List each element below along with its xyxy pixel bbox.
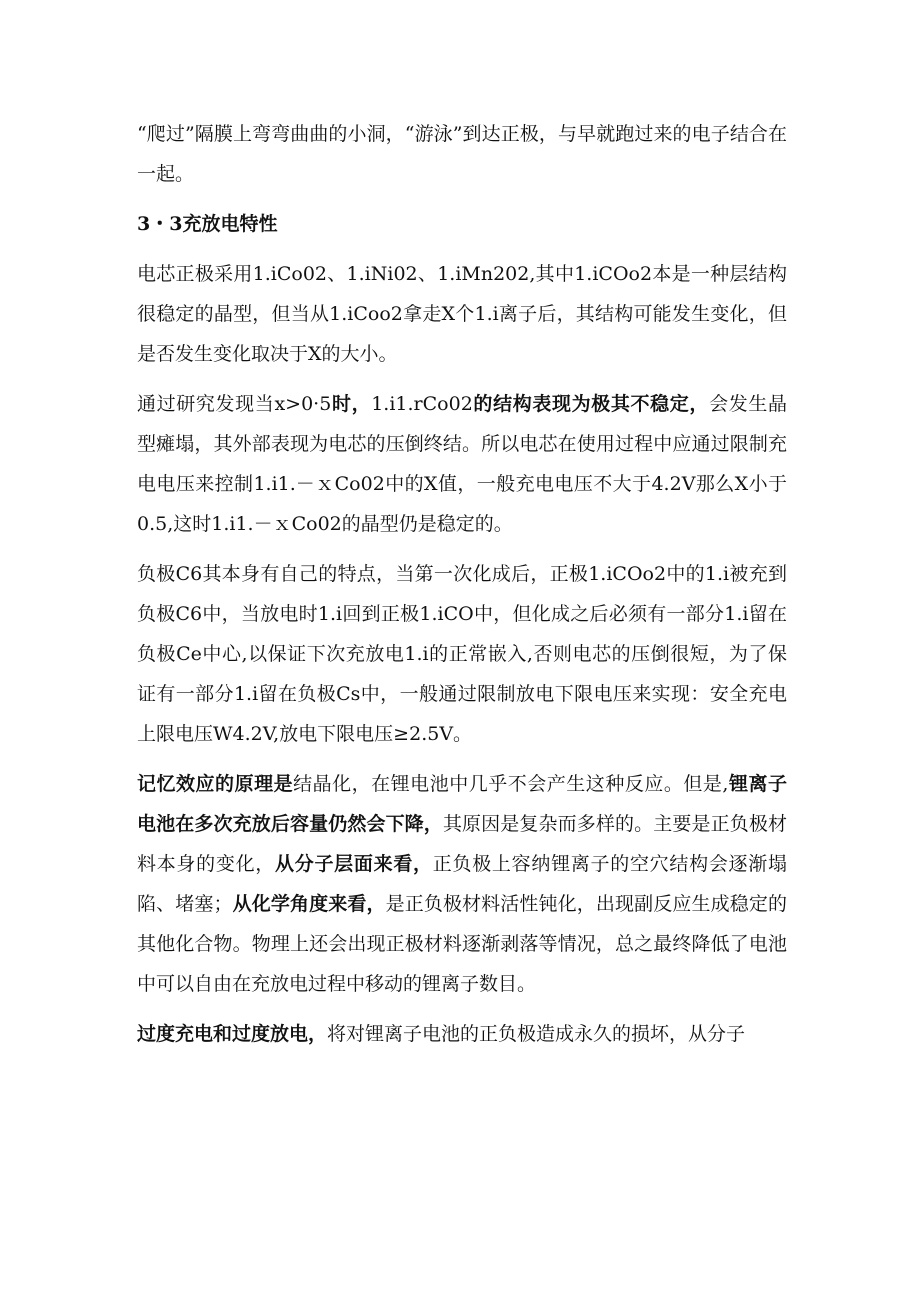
paragraph-cathode-materials: 电芯正极采用1.iCo02、1.iNi02、1.iMn202,其中1.iCOo2本是一种层结构很稳定的晶型，但当从1.iCoo2拿走X个1.i离子后，其结构可能发生变化，但是否发生变化取决于X的大小。: [137, 263, 787, 365]
paragraph-structure-stability: [137, 384, 787, 544]
text-segment: 是正负极材料活性钝化，出现副反应生成稳定的其他化合物。物理上还会出现正极材料逐渐剥落等情况，总之最终降低了电池中可以自由在充放电过程中移动的锂离子数目。: [137, 893, 787, 995]
text-segment: 会发生晶型瘫塌，其外部表现为电芯的压倒终结。所以电芯在使用过程中应通过限制充电电压来控制1.i1.－ｘCo02中的X值，一般充电电压不大于4.2V那么X小于0.5,这时1.i1.－ｘCo02的晶型仍是稳定的。: [137, 393, 787, 535]
text-segment: 1.i1.rCo02: [371, 393, 473, 415]
bold-segment: 的结构表现为极其不稳定，: [472, 393, 710, 415]
bold-segment: 时，: [331, 393, 372, 415]
section-heading-charge-discharge: 3・3充放电特性: [137, 213, 278, 235]
text-segment: 结晶化，在锂电池中几乎不会产生这种反应。但是,: [293, 773, 729, 795]
paragraph-overcharge: [137, 1014, 787, 1054]
paragraph-anode-c6: 负极C6其本身有自己的特点，当第一次化成后，正极1.iCOo2中的1.i被充到负极C6中，当放电时1.i回到正极1.iCO中，但化成之后必须有一部分1.i留在负极Ce中心,以保证下次充放电1.i的正常嵌入,否则电芯的压倒很短，为了保证有一部分1.i留在负极Cs中，一般通过限制放电下限电压来实现：安全充电上限电压W4.2V,放电下限电压≥2.5V。: [137, 563, 787, 745]
text-segment: 通过研究发现当x>0·5: [137, 393, 332, 415]
bold-segment: 从化学角度来看，: [232, 893, 386, 915]
bold-segment: 过度充电和过度放电，: [137, 1023, 328, 1045]
bold-segment: 从分子层面来看，: [275, 853, 433, 875]
bold-segment: 锂离子电池在多次充放后容量仍然会下降，: [137, 773, 787, 835]
text-segment: 其原因是复杂而多样的。主要是正负极材料本身的变化，: [137, 813, 787, 875]
paragraph-memory-effect: [137, 764, 787, 1004]
text-segment: 正负极上容纳锂离子的空穴结构会逐渐塌陷、堵塞；: [137, 853, 787, 915]
text-segment: 将对锂离子电池的正负极造成永久的损坏，从分子: [327, 1023, 746, 1045]
bold-segment: 记忆效应的原理是: [137, 773, 294, 795]
document-body: [137, 114, 787, 1064]
paragraph-separator-migration: “爬过”隔膜上弯弯曲曲的小洞，“游泳”到达正极，与早就跑过来的电子结合在一起。: [137, 123, 787, 185]
